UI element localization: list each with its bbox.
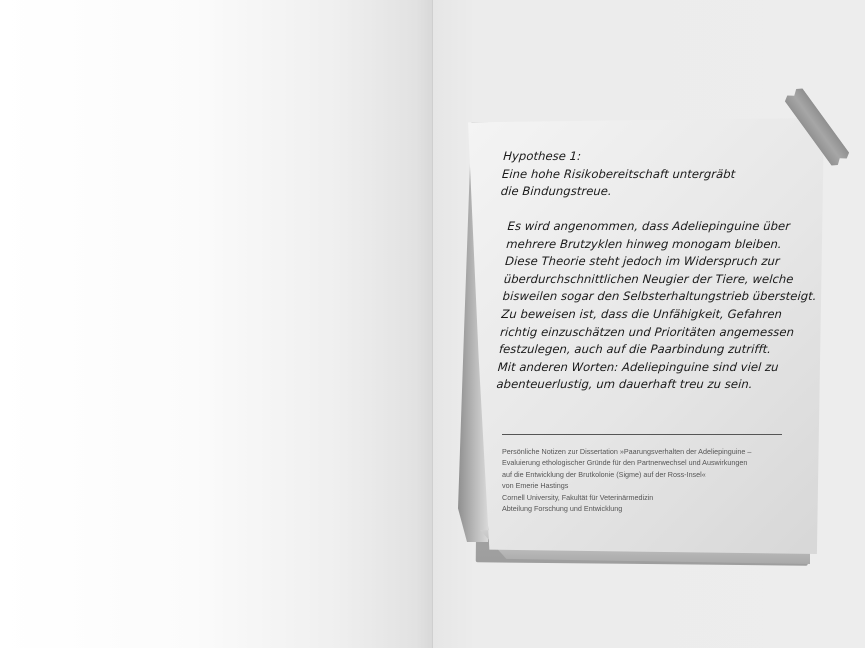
footnote-line: Evaluierung ethologischer Gründe für den Partnerwechsel und Auswirkungen — [502, 458, 748, 468]
footnote-line: auf die Entwicklung der Brutkolonie (Sigme) auf der Ross-Insel« — [502, 469, 706, 479]
body-line: richtig einzuschätzen und Prioritäten angemessen — [499, 324, 795, 339]
hypothesis-title: Hypothese 1: — [502, 149, 582, 163]
hypothesis-block — [500, 148, 804, 201]
body-line: überdurchschnittlichen Neugier der Tiere, welche — [503, 271, 795, 286]
footnote-author: von Emerie Hastings — [502, 481, 569, 491]
body-line: abenteuerlustig, um dauerhaft treu zu sein. — [496, 377, 753, 392]
body-line: mehrere Brutzyklen hinweg monogam bleiben. — [505, 236, 783, 251]
body-line: Diese Theorie steht jedoch im Widerspruch zur — [504, 254, 781, 269]
hypothesis-line: die Bindungstreue. — [500, 184, 613, 199]
body-line: Zu beweisen ist, dass die Unfähigkeit, Gefahren — [500, 306, 783, 321]
footnote-department: Abteilung Forschung und Entwicklung — [502, 504, 623, 514]
body-line: Mit anderen Worten: Adeliepinguine sind viel zu — [497, 359, 780, 374]
dissertation-footnote — [502, 446, 802, 514]
footnote-line: Persönliche Notizen zur Dissertation »Paarungsverhalten der Adeliepinguine – — [502, 447, 752, 456]
divider-rule — [502, 434, 782, 435]
hypothesis-line: Eine hohe Risikobereitschaft untergräbt — [501, 166, 736, 181]
body-line: festzulegen, auch auf die Paarbindung zutrifft. — [498, 342, 772, 357]
note-body — [496, 218, 817, 394]
footnote-institution: Cornell University, Fakultät für Veterinärmedizin — [502, 492, 654, 502]
body-line: Es wird angenommen, dass Adeliepinguine über — [507, 219, 791, 233]
body-line: bisweilen sogar den Selbsterhaltungstrieb übersteigt. — [502, 289, 817, 304]
